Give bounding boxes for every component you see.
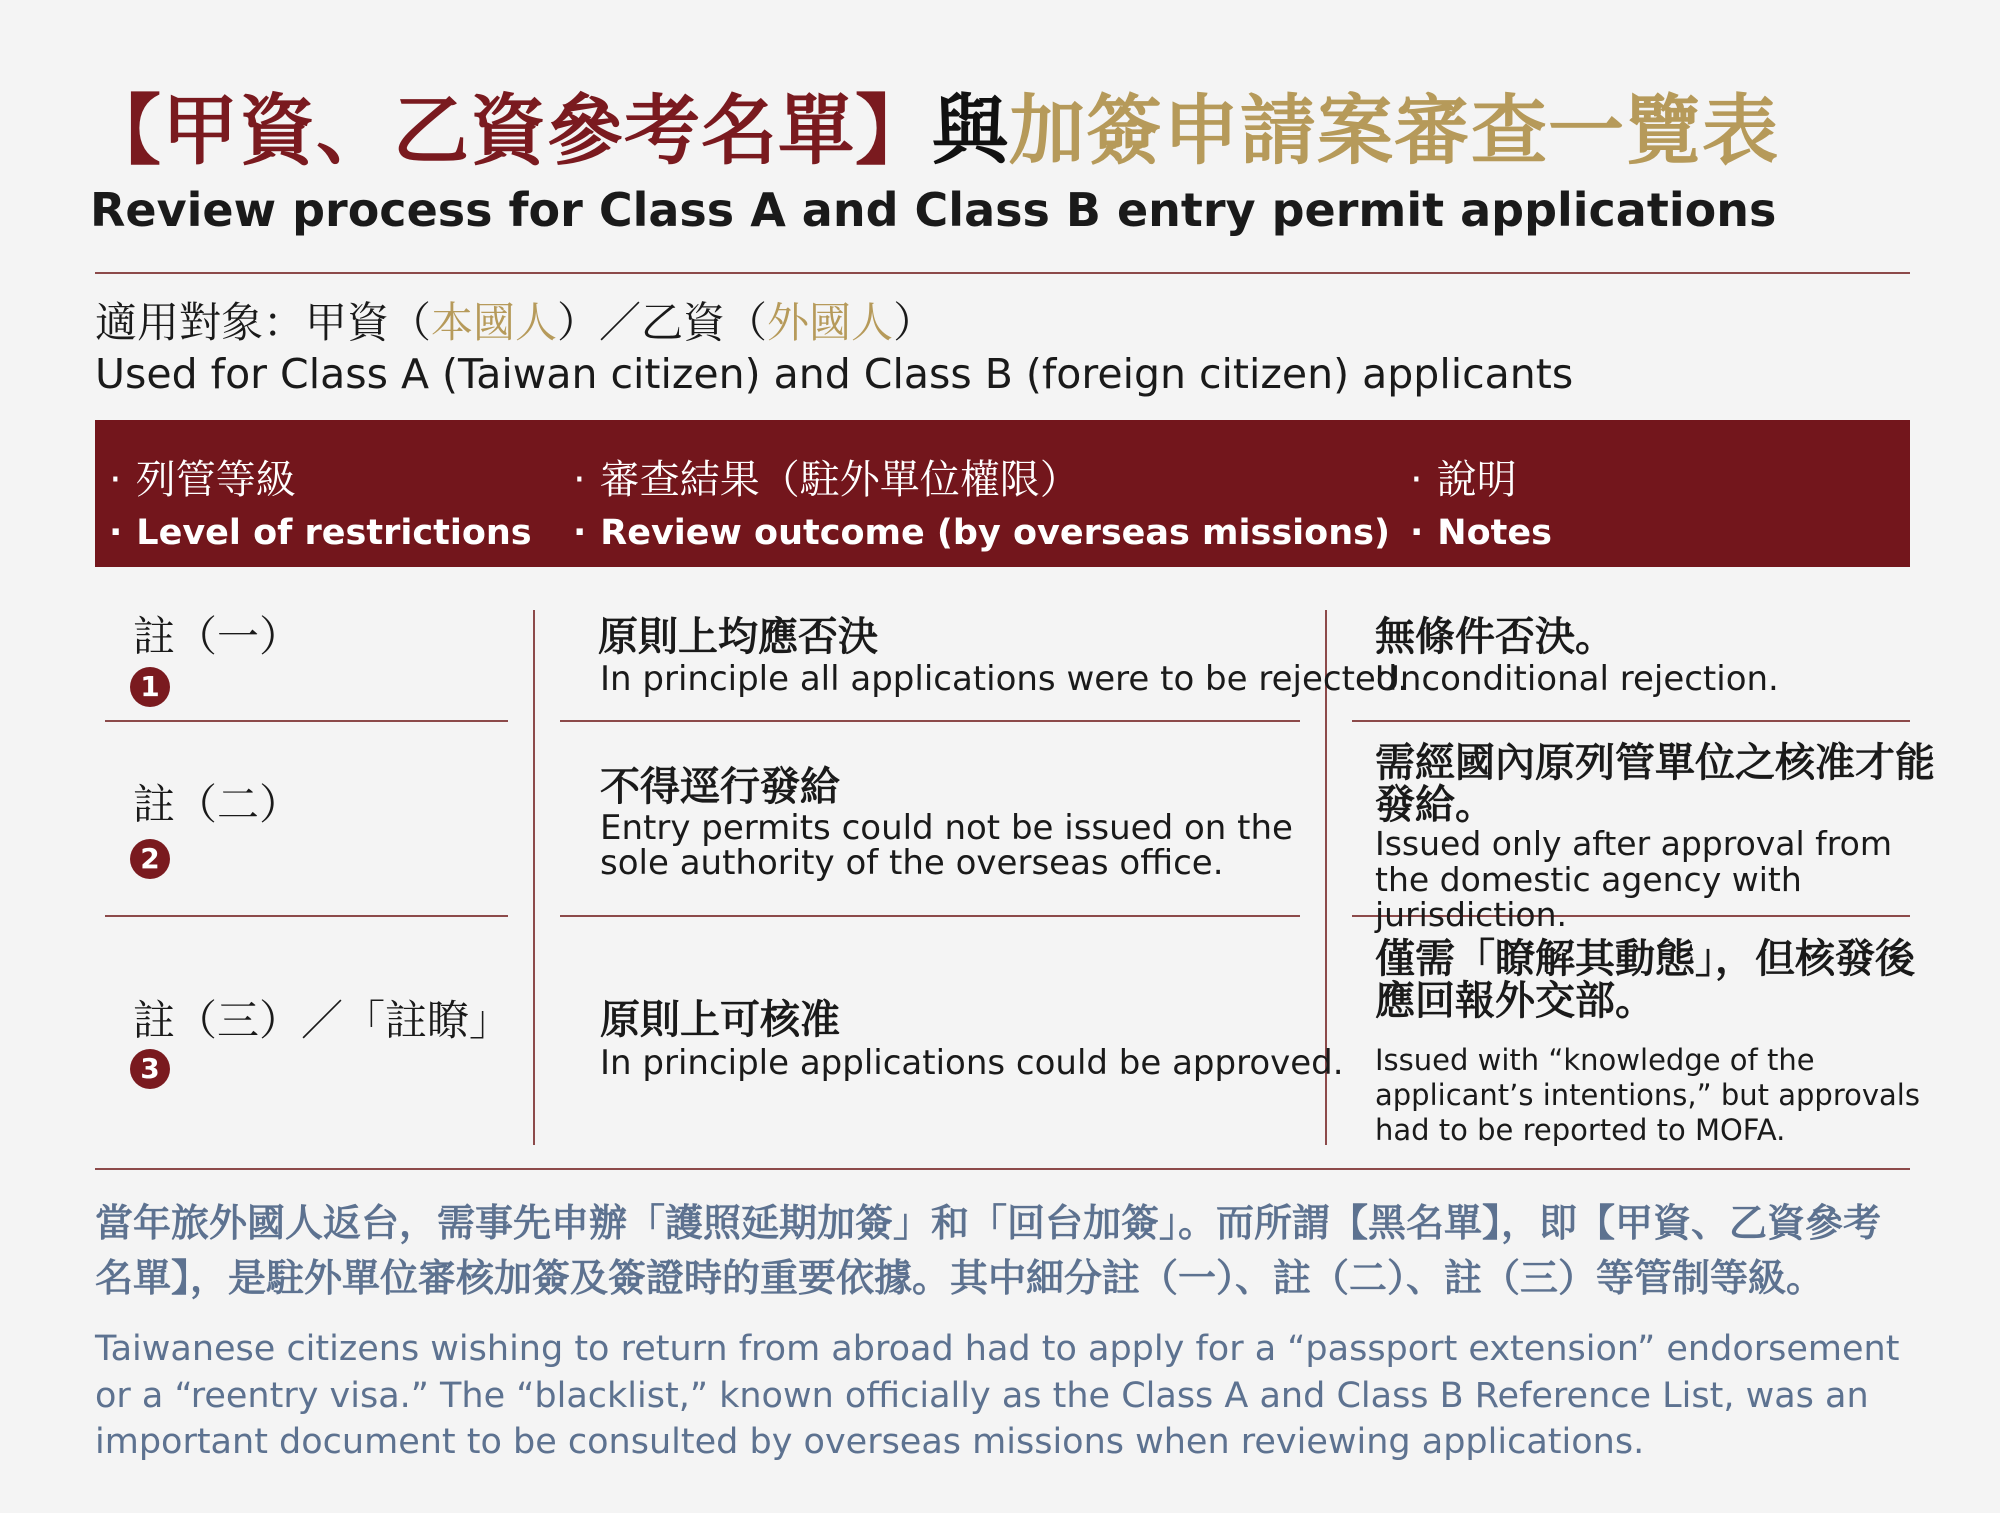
header-notes-en: Notes xyxy=(1437,513,1552,553)
row-3-outcome-zh: 原則上可核准 xyxy=(600,997,840,1043)
header-level-en: Level of restrictions xyxy=(136,513,532,553)
row-3-level: 註（三）／「註瞭」 xyxy=(133,996,512,1045)
bullet: · xyxy=(573,513,587,553)
row-separator xyxy=(105,720,508,722)
title-review-table: 加簽申請案審查一覽表 xyxy=(1009,86,1779,175)
footer-text-en: Taiwanese citizens wishing to return from abroad had to apply for a “passport extension” endorsement or a “reentry visa.” The “blacklist,” known officially as the Class A and Class B Reference List, was an important document to be consulted by overseas missions when reviewing applications. xyxy=(95,1329,1900,1463)
row-3-note-en: Issued with “knowledge of the applicant’s intentions,” but approvals had to be reported to MOFA. xyxy=(1375,1043,1920,1147)
column-divider-1 xyxy=(533,610,535,1145)
bullet: · xyxy=(573,457,586,503)
scope-mid: ）／乙資（ xyxy=(557,298,768,347)
row-separator xyxy=(560,915,1300,917)
page-title-zh xyxy=(85,70,1779,179)
header-outcome-en: Review outcome (by overseas missions) xyxy=(600,513,1390,553)
bullet: · xyxy=(109,513,123,553)
bullet: · xyxy=(1410,513,1424,553)
row-2-note-zh: 需經國內原列管單位之核准才能發給。 xyxy=(1375,740,1935,828)
header-outcome-zh: 審查結果（駐外單位權限） xyxy=(599,457,1080,503)
table-header xyxy=(95,420,1910,567)
row-3-number-badge: 3 xyxy=(130,1049,170,1089)
row-separator xyxy=(105,915,508,917)
divider-bottom xyxy=(95,1168,1910,1170)
footer-text-zh: 當年旅外國人返台，需事先申辦「護照延期加簽」和「回台加簽」。而所謂【黑名單】，即【甲資、乙資參考名單】，是駐外單位審核加簽及簽證時的重要依據。其中細分註（一）、註（二）、註（三）等管制等級。 xyxy=(95,1201,1882,1301)
row-1-number-badge: 1 xyxy=(130,667,170,707)
scope-label: 適用對象：甲資（ xyxy=(95,298,432,347)
header-level-zh: 列管等級 xyxy=(135,457,296,503)
header-notes xyxy=(1410,448,1552,553)
row-1-outcome-en: In principle all applications were to be rejected. xyxy=(600,659,1409,699)
row-separator xyxy=(1352,720,1910,722)
row-1-outcome-zh: 原則上均應否決 xyxy=(598,614,878,660)
row-2-outcome-en-line-2: sole authority of the overseas office. xyxy=(600,843,1224,883)
bullet: · xyxy=(1410,457,1423,503)
title-and: 與 xyxy=(932,86,1009,175)
row-2-level: 註（二） xyxy=(133,780,302,829)
title-reference-list: 【甲資、乙資參考名單】 xyxy=(85,86,932,175)
scope-class-a: 本國人 xyxy=(431,298,558,347)
row-2-number-badge: 2 xyxy=(130,839,170,879)
row-1-note-en: Unconditional rejection. xyxy=(1375,659,1779,699)
row-separator xyxy=(560,720,1300,722)
row-2-outcome-zh: 不得逕行發給 xyxy=(600,764,840,810)
row-3-note-zh: 僅需「瞭解其動態」，但核發後應回報外交部。 xyxy=(1375,936,1915,1024)
header-notes-zh: 說明 xyxy=(1436,457,1517,503)
row-1-note-zh: 無條件否決。 xyxy=(1375,614,1615,660)
divider-top xyxy=(95,272,1910,274)
scope-zh xyxy=(95,290,935,350)
header-outcome xyxy=(573,448,1390,553)
row-3-outcome-en: In principle applications could be approved. xyxy=(600,1043,1344,1083)
row-1-level: 註（一） xyxy=(133,612,302,661)
header-level xyxy=(109,448,532,553)
scope-class-b: 外國人 xyxy=(767,298,894,347)
scope-end: ） xyxy=(893,298,936,347)
bullet: · xyxy=(109,457,122,503)
scope-en: Used for Class A (Taiwan citizen) and Class B (foreign citizen) applicants xyxy=(95,350,1574,398)
row-2-outcome-en-line-1: Entry permits could not be issued on the xyxy=(600,808,1293,848)
page-title-en: Review process for Class A and Class B entry permit applications xyxy=(90,183,1777,237)
row-2-note-en: Issued only after approval from the domestic agency with jurisdiction. xyxy=(1375,824,1892,935)
